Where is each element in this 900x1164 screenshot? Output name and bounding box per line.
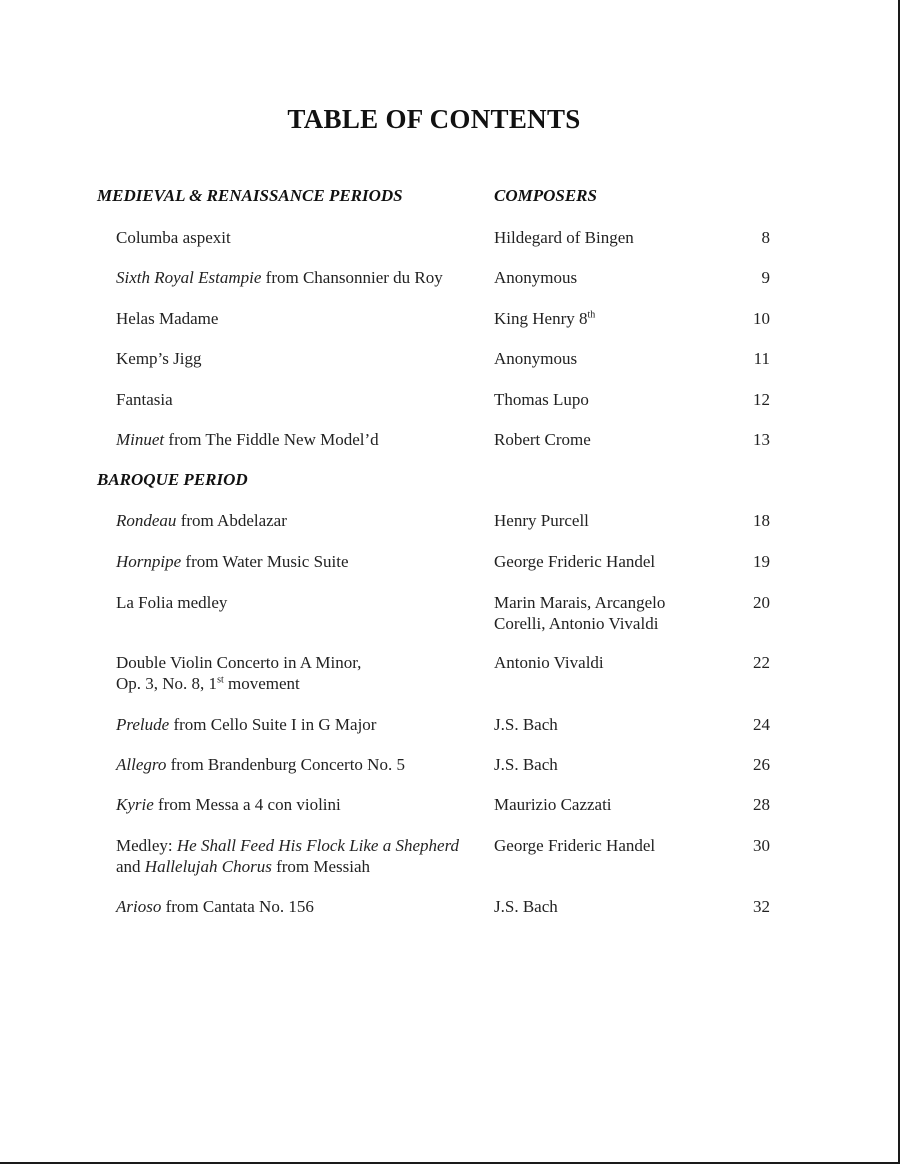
section-heading: MEDIEVAL & RENAISSANCE PERIODS [97,186,403,205]
title-italic-segment: Hornpipe [116,552,182,571]
toc-entry[interactable] [0,267,900,311]
page-number: 11 [753,349,770,368]
text-segment: from Abdelazar [176,511,287,530]
composer-line [494,348,724,369]
text-segment: Fantasia [116,390,173,409]
title-italic-segment: He Shall Feed His Flock Like a Shepherd [176,836,460,855]
toc-entry[interactable] [0,551,900,595]
piece-title[interactable] [116,794,486,815]
text-segment: from The Fiddle New Model’d [164,430,379,449]
composer-name [494,308,724,329]
composer-line [494,794,724,815]
text-segment: Hildegard of Bingen [494,228,634,247]
piece-title-line [116,348,486,369]
title-italic-segment: Allegro [116,755,167,774]
composer-name [494,794,724,815]
superscript: th [587,309,596,321]
text-segment: J.S. Bach [494,715,558,734]
piece-title-line [116,652,486,673]
toc-entry[interactable] [0,510,900,554]
piece-title-line [116,429,486,450]
text-segment: Kemp’s Jigg [116,349,202,368]
composer-line [494,592,724,613]
piece-title-line [116,592,486,613]
composer-name [494,835,724,856]
text-segment: from Messa a 4 con violini [153,795,341,814]
composer-line [494,652,724,673]
page-number: 20 [753,593,770,612]
toc-entry[interactable] [0,227,900,271]
piece-title-line [116,551,486,572]
piece-title-line [116,794,486,815]
text-segment: Helas Madame [116,309,219,328]
piece-title[interactable] [116,429,486,450]
text-segment: Columba aspexit [116,228,231,247]
piece-title-line [116,267,486,288]
composer-name [494,592,724,634]
title-italic-segment: Prelude [116,715,170,734]
text-segment: Antonio Vivaldi [494,653,604,672]
title-italic-segment: Kyrie [116,795,154,814]
page-number: 24 [753,715,770,734]
composer-line [494,227,724,248]
text-segment: J.S. Bach [494,755,558,774]
page-title: TABLE OF CONTENTS [287,104,581,134]
text-segment: and [116,857,145,876]
text-segment: from Water Music Suite [181,552,349,571]
composer-name [494,227,724,248]
toc-entry[interactable] [0,652,900,696]
piece-title-line [116,856,486,877]
page-number: 32 [753,897,770,916]
piece-title[interactable] [116,754,486,775]
text-segment: Henry Purcell [494,511,589,530]
text-segment: Corelli, Antonio Vivaldi [494,614,659,633]
text-segment: movement [223,674,300,693]
composer-name [494,652,724,673]
composer-name [494,714,724,735]
piece-title[interactable] [116,592,486,613]
text-segment: Maurizio Cazzati [494,795,612,814]
piece-title-line [116,754,486,775]
superscript: st [217,674,224,686]
title-italic-segment: Sixth Royal Estampie [116,268,262,287]
text-segment: from Messiah [271,857,371,876]
piece-title[interactable] [116,308,486,329]
text-segment: J.S. Bach [494,897,558,916]
piece-title-line [116,389,486,410]
composer-name [494,510,724,531]
title-italic-segment: Hallelujah Chorus [144,857,272,876]
composer-line [494,389,724,410]
piece-title[interactable] [116,389,486,410]
text-segment: Marin Marais, Arcangelo [494,593,666,612]
piece-title[interactable] [116,510,486,531]
composer-name [494,896,724,917]
text-segment: King Henry 8 [494,309,588,328]
piece-title-line [116,896,486,917]
text-segment: George Frideric Handel [494,552,656,571]
piece-title[interactable] [116,896,486,917]
text-segment: from Cello Suite I in G Major [169,715,377,734]
text-segment: from Brandenburg Concerto No. 5 [166,755,405,774]
toc-entry[interactable] [0,896,900,940]
page-number: 28 [753,795,770,814]
page-number: 8 [761,228,770,247]
text-segment: Anonymous [494,268,578,287]
composer-line [494,835,724,856]
text-segment: Medley: [116,836,177,855]
composer-line [494,510,724,531]
page-number: 10 [753,309,770,328]
piece-title-line [116,673,486,694]
title-italic-segment: Minuet [116,430,165,449]
text-segment: from Chansonnier du Roy [261,268,443,287]
page-number: 19 [753,552,770,571]
toc-entry[interactable] [0,389,900,433]
composer-line [494,896,724,917]
composer-name [494,429,724,450]
page-number: 18 [753,511,770,530]
text-segment: Anonymous [494,349,578,368]
composer-line [494,308,724,329]
composer-line [494,267,724,288]
composer-line [494,551,724,572]
piece-title[interactable] [116,551,486,572]
piece-title[interactable] [116,652,486,694]
text-segment: Op. 3, No. 8, 1 [116,674,218,693]
title-italic-segment: Rondeau [116,511,177,530]
composer-name [494,389,724,410]
page-number: 26 [753,755,770,774]
toc-entry[interactable] [0,429,900,473]
composer-line [494,754,724,775]
text-segment: Double Violin Concerto in A Minor, [116,653,362,672]
toc-entry[interactable] [0,794,900,838]
composer-line [494,429,724,450]
toc-entry[interactable] [0,348,900,392]
piece-title-line [116,308,486,329]
title-italic-segment: Arioso [116,897,162,916]
toc-entry[interactable] [0,714,900,758]
composer-name [494,267,724,288]
composer-name [494,348,724,369]
piece-title-line [116,510,486,531]
text-segment: George Frideric Handel [494,836,656,855]
composer-line [494,714,724,735]
piece-title[interactable] [116,835,486,877]
piece-title-line [116,227,486,248]
piece-title-line [116,835,486,856]
text-segment: Robert Crome [494,430,591,449]
toc-entry[interactable] [0,308,900,352]
text-segment: La Folia medley [116,593,228,612]
page-number: 9 [761,268,770,287]
page-number: 12 [753,390,770,409]
composer-line [494,613,724,634]
composers-heading: COMPOSERS [494,186,597,205]
toc-entry[interactable] [0,592,900,636]
piece-title[interactable] [116,227,486,248]
text-segment: Thomas Lupo [494,390,589,409]
piece-title[interactable] [116,714,486,735]
page-number: 30 [753,836,770,855]
text-segment: from Cantata No. 156 [161,897,314,916]
piece-title-line [116,714,486,735]
toc-entry[interactable] [0,835,900,879]
composer-name [494,754,724,775]
section-heading: BAROQUE PERIOD [97,470,248,489]
composer-name [494,551,724,572]
piece-title[interactable] [116,348,486,369]
piece-title[interactable] [116,267,486,288]
toc-entry[interactable] [0,754,900,798]
page-number: 22 [753,653,770,672]
page-number: 13 [753,430,770,449]
